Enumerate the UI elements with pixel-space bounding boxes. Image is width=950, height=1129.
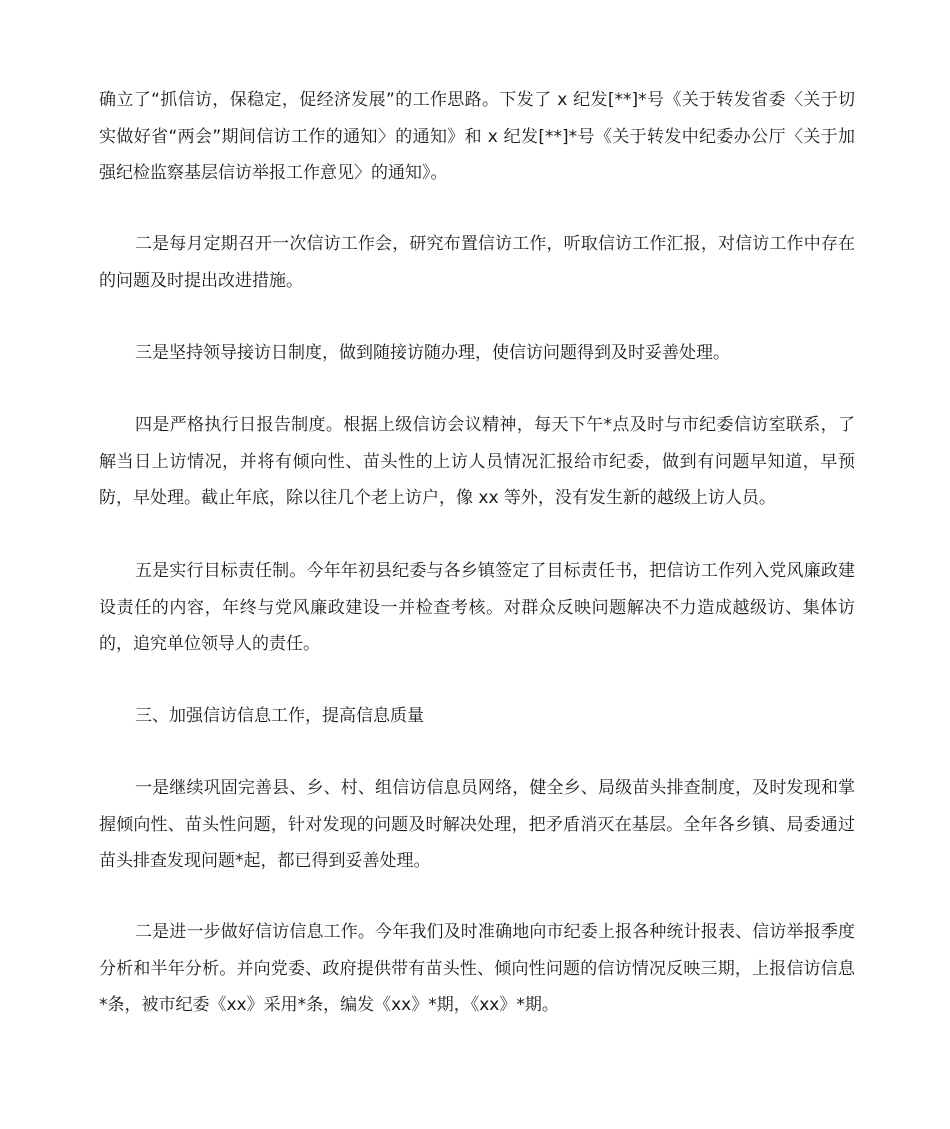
paragraph-daily-report: 四是严格执行日报告制度。根据上级信访会议精神，每天下午*点及时与市纪委信访室联系，了解当日上访情况，并将有倾向性、苗头性的上访人员情况汇报给市纪委，做到有问题早知道，早预防，早处理。截止年底，除以往几个老上访户，像 xx 等外，没有发生新的越级上访人员。 bbox=[99, 415, 855, 508]
paragraph-work-approach: 确立了“抓信访，保稳定，促经济发展”的工作思路。下发了 x 纪发[**]*号《关于转发省委〈关于切实做好省“两会”期间信访工作的通知〉的通知》和 x 纪发[**]*号《关于转发中纪委办公厅〈关于加强纪检监察基层信访举报工作意见〉的通知》。 bbox=[99, 90, 855, 183]
paragraph-information-network: 一是继续巩固完善县、乡、村、组信访信息员网络，健全乡、局级苗头排查制度，及时发现和掌握倾向性、苗头性问题，针对发现的问题及时解决处理，把矛盾消灭在基层。全年各乡镇、局委通过苗头排查发现问题*起，都已得到妥善处理。 bbox=[99, 778, 855, 871]
paragraph-information-reporting: 二是进一步做好信访信息工作。今年我们及时准确地向市纪委上报各种统计报表、信访举报季度分析和半年分析。并向党委、政府提供带有苗头性、倾向性问题的信访情况反映三期，上报信访信息*条，被市纪委《xx》采用*条，编发《xx》*期，《xx》*期。 bbox=[99, 922, 855, 1015]
paragraph-leader-reception: 三是坚持领导接访日制度，做到随接访随办理，使信访问题得到及时妥善处理。 bbox=[135, 343, 730, 363]
paragraph-monthly-meeting: 二是每月定期召开一次信访工作会，研究布置信访工作，听取信访工作汇报，对信访工作中存在的问题及时提出改进措施。 bbox=[99, 234, 855, 291]
section-heading-information-work: 三、加强信访信息工作，提高信息质量 bbox=[135, 706, 424, 726]
paragraph-target-responsibility: 五是实行目标责任制。今年年初县纪委与各乡镇签定了目标责任书，把信访工作列入党风廉政建设责任的内容，年终与党风廉政建设一并检查考核。对群众反映问题解决不力造成越级访、集体访的，追究单位领导人的责任。 bbox=[99, 561, 855, 654]
